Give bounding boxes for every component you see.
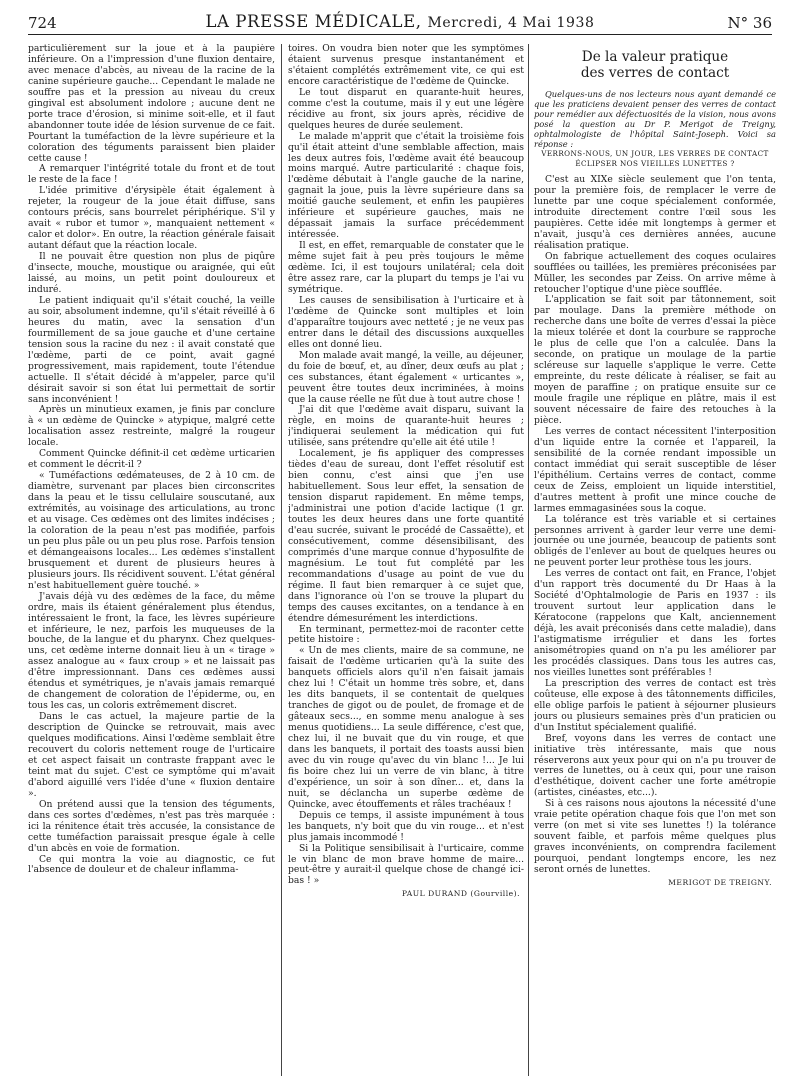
column-divider: [281, 44, 282, 1076]
paragraph: Les verres de contact nécessitent l'interposition d'un liquide entre la cornée et l'appareil, la sensibilité de la cornée rendant impossible un contact immédiat qui serait susceptible de léser l'épithélium. Certains verres de contact, comme ceux de Zeiss, emploient un liquide interstitiel, d'autres mettent à profit une mince couche de larmes emmagasinées sous la coque.: [534, 425, 776, 514]
column-divider: [528, 44, 529, 1076]
article-column-2: [288, 44, 524, 1076]
paragraph: La prescription des verres de contact est très coûteuse, elle expose à des tâtonnements difficiles, elle oblige parfois le patient à séjourner plusieurs jours ou plusieurs semaines près d'un praticien ou d'un Institut spécialement qualifié.: [534, 677, 776, 733]
article-column-3: [534, 44, 776, 1076]
paragraph: Dans le cas actuel, la majeure partie de la description de Quincke se retrouvait, mais avec quelques modifications. Ainsi l'œdème semblait être recouvert du coloris nettement rouge de l'urticaire et cet aspect faisait un contraste frappant avec le teint mat du sujet. C'est ce symptôme qui m'avait d'abord aiguillé vers l'idée d'une « fluxion dentaire ».: [28, 711, 275, 799]
paragraph: Les verres de contact ont fait, en France, l'objet d'un rapport très documenté du Dr Haas à la Société d'Ophtalmologie de Paris en 1937 : ils trouvent surtout leur application dans le Kératocone (rappelons que Kalt, anciennement déjà, les avait préconisés dans cette maladie), dans l'astigmatisme irrégulier et dans les fortes anisométropies quand on n'a pu les améliorer par les procédés classiques. Dans tous les autres cas, nos vieilles lunettes sont préférables !: [534, 568, 776, 678]
paragraph: La tolérance est très variable et si certaines personnes arrivent à garder leur verre une demi-journée ou une journée, beaucoup de patients sont obligés de l'enlever au bout de quelques heures ou ne peuvent porter leur prothèse tous les jours.: [534, 513, 776, 569]
paragraph: toires. On voudra bien noter que les symptômes étaient survenus presque instantanément et s'étaient complétés extrêmement vite, ce qui est encore caractéristique de l'œdème de Quincke.: [288, 44, 524, 87]
paragraph: Si la Politique sensibilisait à l'urticaire, comme le vin blanc de mon brave homme de maire... peut-être y aurait-il quelque chose de changé ici-bas ! »: [288, 842, 524, 887]
paragraph: Depuis ce temps, il assiste impunément à tous les banquets, n'y boit que du vin rouge... et n'est plus jamais incommodé !: [288, 809, 524, 843]
paragraph: Ce qui montra la voie au diagnostic, ce fut l'absence de douleur et de chaleur inflamma-: [28, 853, 275, 876]
paragraph: Le tout disparut en quarante-huit heures, comme c'est la coutume, mais il y eut une légère récidive au front, six jours après, récidive de quelques heures de durée seulement.: [288, 86, 524, 131]
paragraph: Après un minutieux examen, je finis par conclure à « un œdème de Quincke » atypique, malgré cette localisation assez restreinte, malgré la rougeur locale.: [28, 404, 275, 449]
article-title: [534, 49, 776, 81]
paragraph: J'avais déjà vu des œdèmes de la face, du même ordre, mais ils étaient généralement plus étendus, intéressaient le front, la face, les lèvres supérieure et inférieure, le nez, parfois les muqueuses de la bouche, de la langue et du pharynx. Chez quelques-uns, cet œdème interne donnait lieu à un « tirage » assez analogue au « faux croup » et ne laissait pas d'être impressionnant. Dans ces œdèmes aussi étendus et symétriques, je n'avais jamais remarqué de changement de coloration de l'épiderme, ou, en tous les cas, un coloris extrêmement discret.: [28, 590, 275, 712]
paragraph: Bref, voyons dans les verres de contact une initiative très intéressante, mais que nous réserverons aux yeux pour qui on n'a pu trouver de verres de lunettes, ou à ceux qui, pour une raison d'esthétique, doivent cacher une forte amétropie (artistes, cinéastes, etc...).: [534, 732, 776, 799]
issue-date: Mercredi, 4 Mai 1938: [427, 15, 595, 31]
paragraph: On fabrique actuellement des coques oculaires soufflées ou taillées, les premières préconisées par Müller, les secondes par Zeiss. On arrive même à retoucher l'optique d'une pièce soufflée.: [534, 250, 776, 295]
paragraph: J'ai dit que l'œdème avait disparu, suivant la règle, en moins de quarante-huit heures ; j'indiquerai seulement la médication qui fut utilisée, sans prétendre qu'elle ait été utile !: [288, 404, 524, 449]
paragraph: C'est au XIXe siècle seulement que l'on tenta, pour la première fois, de remplacer le verre de lunette par une coque spécialement conformée, introduite directement contre l'œil sous les paupières. Cette idée mit longtemps à germer et n'avait, jusqu'à ces dernières années, aucune réalisation pratique.: [534, 174, 776, 251]
article-title-line: des verres de contact: [580, 65, 730, 81]
paragraph: Mon malade avait mangé, la veille, au déjeuner, du foie de bœuf, et, au dîner, deux œufs au plat ; ces substances, étant également « urticantes », peuvent être toutes deux incriminées, à moins que la cause réelle ne fût due à tout autre chose !: [288, 349, 524, 405]
paragraph: Le malade m'apprit que c'était la troisième fois qu'il était atteint d'une semblable affection, mais les deux autres fois, l'œdème avait été beaucoup moins marqué. Autre particularité : chaque fois, l'œdème débutait à l'angle gauche de la narine, gagnait la joue, puis la lèvre supérieure dans sa moitié gauche seulement, et enfin les paupières inférieure et supérieure gauches, mais ne dépassait jamais la surface précédemment intéressée.: [288, 130, 524, 241]
paragraph: Comment Quincke définit-il cet œdème urticarien et comment le décrit-il ?: [28, 448, 275, 471]
section-heading: VERRONS-NOUS, UN JOUR, LES VERRES DE CONTACT ÉCLIPSER NOS VIEILLES LUNETTES ?: [541, 149, 769, 168]
paragraph: Si à ces raisons nous ajoutons la nécessité d'une vraie petite opération chaque fois que l'on met son verre (on met si vite ses lunettes !) la tolérance souvent faible, et parfois même quelques plus graves inconvénients, on comprendra facilement pourquoi, pendant longtemps encore, les nez seront ornés de lunettes.: [534, 798, 776, 876]
article-column-1: [28, 44, 275, 1076]
paragraph: Les causes de sensibilisation à l'urticaire et à l'œdème de Quincke sont multiples et loin d'apparaître toujours avec netteté ; je ne veux pas entrer dans le détail des discussions auxquelles elles ont donné lieu.: [288, 294, 524, 350]
journal-title: LA PRESSE MÉDICALE,: [205, 12, 422, 31]
page-number: 724: [28, 14, 57, 32]
paragraph: particulièrement sur la joue et à la paupière inférieure. On a l'impression d'une fluxion dentaire, avec menace d'abcès, au niveau de la racine de la canine supérieure gauche... Cependant le malade ne souffre pas et la pression au niveau du creux gingival est absolument indolore ; aucune dent ne porte trace d'érosion, si minime soit-elle, et il faut abandonner toute idée de lésion survenue de ce fait. Pourtant la tuméfaction de la lèvre supérieure et la coloration des téguments paraissent bien plaider cette cause !: [28, 44, 275, 164]
article-title-line: De la valeur pratique: [581, 49, 729, 65]
author-signature: MERIGOT DE TREIGNY.: [668, 878, 772, 887]
header-rule: [28, 34, 772, 35]
author-signature: PAUL DURAND (Gourville).: [401, 889, 520, 899]
anecdote-paragraph: « Un de mes clients, maire de sa commune, ne faisait de l'œdème urticarien qu'à la suite des banquets officiels alors qu'il n'en faisait jamais chez lui ! C'était un homme très sobre, et, dans les dits banquets, il se contentait de quelques tranches de gigot ou de poulet, de fromage et de gâteaux secs..., en somme menu analogue à ses menus quotidiens... La seule différence, c'est que, chez lui, il ne buvait que du vin rouge, et que dans les banquets, il portait des toasts aussi bien avec du vin rouge qu'avec du vin blanc !... Je lui fis boire chez lui un verre de vin blanc, à titre d'expérience, un soir à son dîner... et, dans la nuit, se déclancha un superbe œdème de Quincke, avec étouffements et râles trachéaux !: [288, 645, 524, 810]
quote-paragraph: « Tuméfactions œdémateuses, de 2 à 10 cm. de diamètre, survenant par places bien circonscrites dans la peau et le tissu cellulaire souscutané, aux extrémités, au voisinage des articulations, au tronc et au visage. Ces œdèmes ont des limites indécises ; la coloration de la peau n'est pas modifiée, parfois un peu plus pâle ou un peu plus rose. Parfois tension et démangeaisons locales... Les œdèmes s'installent brusquement et durent de plusieurs heures à plusieurs jours. Ils récidivent souvent. L'état général n'est habituellement guère touché. »: [28, 470, 275, 591]
paragraph: Le patient indiquait qu'il s'était couché, la veille au soir, absolument indemne, qu'il s'était réveillé à 6 heures du matin, avec la sensation d'un fourmillement de sa joue gauche et d'une certaine tension sous la racine du nez : il avait constaté que l'œdème, parti de ce point, avait gagné progressivement, mais rapidement, toute l'étendue actuelle. Il s'était décidé à m'appeler, parce qu'il désirait savoir si son état lui permettait de sortir sans inconvénient !: [28, 294, 275, 405]
paragraph: Il est, en effet, remarquable de constater que le même sujet fait à peu près toujours le même œdème. Ici, il est toujours unilatéral; cela doit être assez rare, car la plupart du temps je l'ai vu symétrique.: [288, 240, 524, 295]
journal-masthead: [28, 12, 772, 31]
paragraph: A remarquer l'intégrité totale du front et de tout le reste de la face !: [28, 163, 275, 186]
issue-number: N° 36: [727, 14, 772, 32]
paragraph: Il ne pouvait être question non plus de piqûre d'insecte, mouche, moustique ou araignée, qui eût laissé, au moins, un petit point douloureux et induré.: [28, 251, 275, 295]
paragraph: L'idée primitive d'érysipèle était également à rejeter, la rougeur de la joue était diffuse, sans contours précis, sans bourrelet périphérique. S'il y avait « rubor et tumor », manquaient nettement « calor et dolor». En outre, la réaction générale faisait autant défaut que la réaction locale.: [28, 185, 275, 252]
paragraph: En terminant, permettez-moi de raconter cette petite histoire :: [288, 623, 524, 646]
paragraph: L'application se fait soit par tâtonnement, soit par moulage. Dans la première méthode on recherche dans une boîte de verres d'essai la pièce la mieux tolérée et dont la courbure se rapproche le plus de celle que l'on a calculée. Dans la seconde, on pratique un moulage de la partie scléreuse sur laquelle s'applique le verre. Cette empreinte, du reste délicate à réaliser, se fait au moyen de paraffine ; on pratique ensuite sur ce moule fragile une réplique en plâtre, mais il est souvent nécessaire de faire des retouches à la pièce.: [534, 294, 776, 426]
paragraph: Localement, je fis appliquer des compresses tièdes d'eau de sureau, dont l'effet résolutif est bien connu, c'est ainsi que j'en use habituellement. Sous leur effet, la sensation de tension disparut rapidement. En même temps, j'administrai une potion d'acide lactique (1 gr. toutes les deux heures dans une forte quantité d'eau sucrée, suivant le procédé de Cassaëtte), et consécutivement, comme désensibilisant, des comprimés d'une marque connue d'hyposulfite de magnésium. Le tout fut complété par les recommandations d'usage au point de vue du régime. Il faut bien remarquer à ce sujet que, dans l'ignorance où l'on se trouve la plupart du temps des causes excitantes, on a tendance à en étendre démesurément les interdictions.: [288, 448, 524, 624]
article-intro: Quelques-uns de nos lecteurs nous ayant demandé ce que les praticiens devaient penser des verres de contact pour remédier aux défectuosités de la vision, nous avons posé la question au Dr P. Merigot de Treigny, ophtalmologiste de l'hôpital Saint-Joseph. Voici sa réponse :: [534, 89, 776, 149]
paragraph: On prétend aussi que la tension des téguments, dans ces sortes d'œdèmes, n'est pas très marquée : ici la rénitence était très accusée, la consistance de cette tuméfaction paraissait presque égale à celle d'un abcès en voie de formation.: [28, 798, 275, 854]
